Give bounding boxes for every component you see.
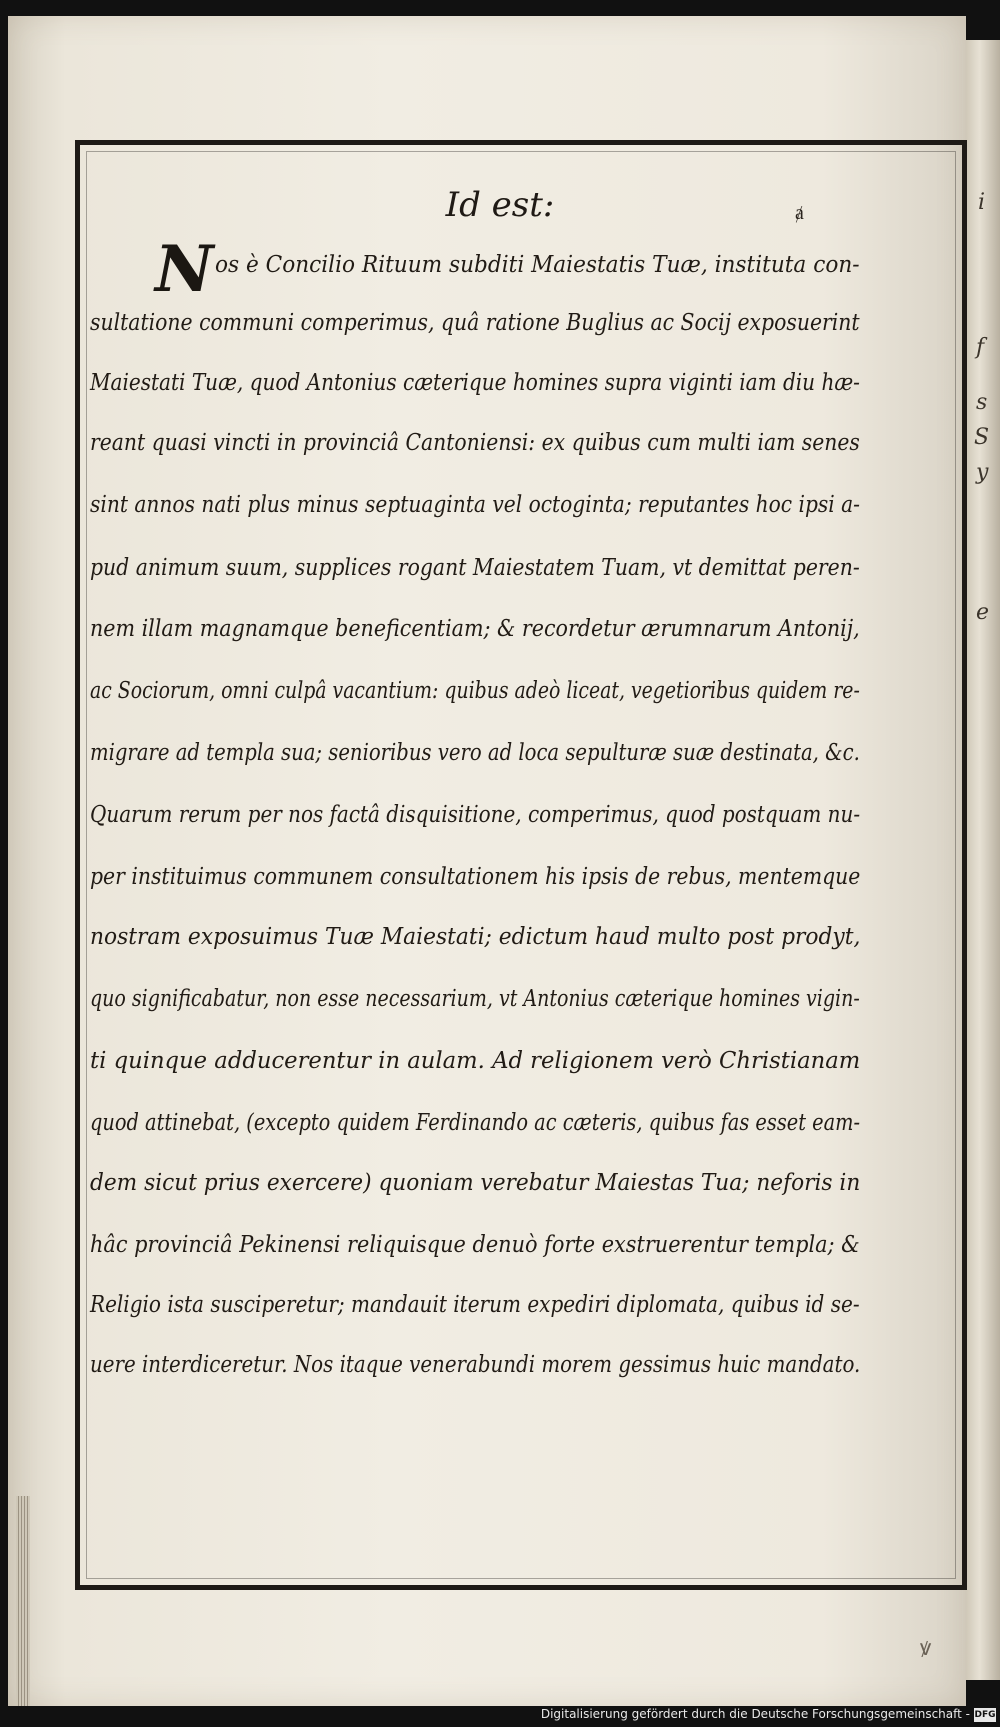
- digitization-credit: Digitalisierung gefördert durch die Deutsche Forschungsgemeinschaft -: [540, 1707, 970, 1721]
- text-line: nostram exposuimus Tuæ Maiestati; edictum haud multo post prodyt,: [90, 924, 861, 950]
- edge-letter: y: [976, 460, 989, 485]
- text-line: quo significabatur, non esse necessarium, vt Antonius cæterique homines vigin-: [90, 986, 860, 1012]
- edge-letter: S: [974, 425, 990, 450]
- text-line: migrare ad templa sua; senioribus vero ad loca sepulturæ suæ destinata, &c.: [90, 740, 860, 766]
- text-line: ac Sociorum, omni culpâ vacantium: quibus adeò liceat, vegetioribus quidem re-: [90, 678, 860, 704]
- next-page-edge: [966, 40, 1000, 1680]
- text-line: Religio ista susciperetur; mandauit iterum expediri diplomata, quibus id se-: [90, 1292, 860, 1318]
- text-line: uere interdiceretur. Nos itaque venerabundi morem gessimus huic mandato.: [90, 1352, 861, 1378]
- text-line: reant quasi vincti in provinciâ Cantoniensi: ex quibus cum multi iam senes: [90, 430, 860, 456]
- edge-letter: s: [976, 390, 988, 415]
- text-line: dem sicut prius exercere) quoniam verebatur Maiestas Tua; neforis in: [90, 1170, 861, 1196]
- text-line: os è Concilio Rituum subditi Maiestatis Tuæ, instituta con-: [215, 252, 860, 278]
- edge-letter: i: [978, 190, 986, 215]
- drop-capital: N: [155, 232, 214, 307]
- text-line: sint annos nati plus minus septuaginta vel octoginta; reputantes hoc ipsi a-: [90, 492, 860, 518]
- heading-mark: ⱥ: [795, 200, 804, 224]
- text-line: Quarum rerum per nos factâ disquisitione, comperimus, quod postquam nu-: [90, 802, 861, 828]
- text-line: quod attinebat, (excepto quidem Ferdinando ac cæteris, quibus fas esset eam-: [90, 1110, 861, 1136]
- text-line: Maiestati Tuæ, quod Antonius cæterique homines supra viginti iam diu hæ-: [90, 370, 860, 396]
- edge-letter: f: [976, 335, 985, 360]
- page-corner-mark: ꝟ: [920, 1636, 932, 1661]
- page-stack-edge: [16, 1496, 30, 1706]
- edge-letter: e: [976, 600, 990, 625]
- page-heading: Id est:: [445, 185, 555, 225]
- text-line: pud animum suum, supplices rogant Maiestatem Tuam, vt demittat peren-: [90, 555, 860, 581]
- text-line: sultatione communi comperimus, quâ ratione Buglius ac Socij exposuerint: [90, 310, 860, 336]
- text-line: ti quinque adducerentur in aulam. Ad religionem verò Christianam: [90, 1048, 861, 1074]
- text-line: per instituimus communem consultationem his ipsis de rebus, mentemque: [90, 864, 861, 890]
- text-line: hâc provinciâ Pekinensi reliquisque denuò forte exstruerentur templa; &: [90, 1232, 860, 1258]
- dfg-logo: DFG: [974, 1710, 996, 1720]
- text-line: nem illam magnamque beneficentiam; & recordetur ærumnarum Antonij,: [90, 616, 860, 642]
